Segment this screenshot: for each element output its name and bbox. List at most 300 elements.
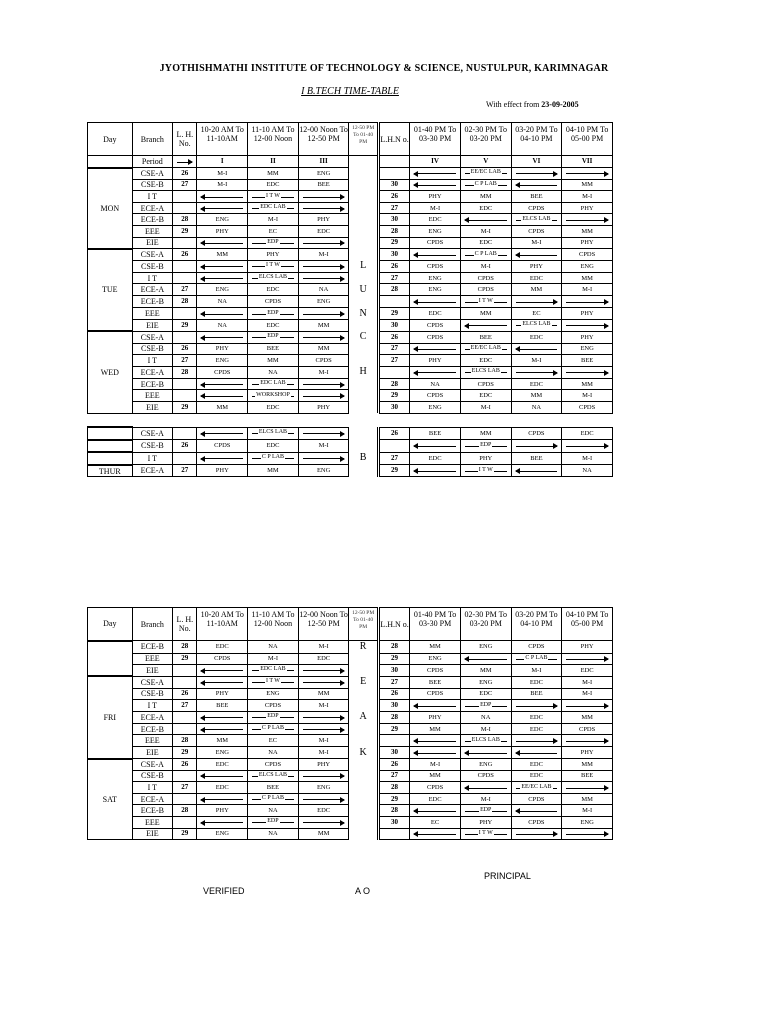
period-cell-p5: CPDS xyxy=(460,378,511,390)
period-cell-p2: BEE xyxy=(248,782,299,794)
right-arrow-icon xyxy=(562,320,612,330)
period-cell-p3 xyxy=(298,793,349,805)
period-lh-blank xyxy=(379,156,409,168)
period-cell-p6: M-I xyxy=(511,237,562,249)
period-cell-p1 xyxy=(197,817,248,829)
period-cell-p2: M-I xyxy=(248,653,299,665)
period-cell-p6 xyxy=(511,343,562,355)
lh-left-cell: 28 xyxy=(173,366,197,378)
period-cell-p2 xyxy=(248,770,299,782)
lh-right-cell: 29 xyxy=(379,308,409,320)
day-name: THUR xyxy=(88,465,133,477)
lab-label: I T W xyxy=(265,192,280,199)
left-arrow-icon xyxy=(512,344,562,354)
period-cell-p1 xyxy=(197,272,248,284)
period-cell-p1 xyxy=(197,378,248,390)
header-lh-right: L.H.N o. xyxy=(379,123,409,156)
period-cell-p5 xyxy=(460,249,511,261)
right-arrow-icon xyxy=(512,701,562,711)
period-cell-p5: MM xyxy=(460,308,511,320)
right-arrow-icon xyxy=(299,724,349,734)
period-cell-p3 xyxy=(298,202,349,214)
period-cell-p6: NA xyxy=(511,402,562,414)
branch-cell: I T xyxy=(132,700,173,712)
lh-right-cell: 29 xyxy=(379,237,409,249)
period-cell-p7 xyxy=(562,296,613,308)
period-cell-p6: M-I xyxy=(511,355,562,367)
period-cell-p7: MM xyxy=(562,793,613,805)
period-number-p6: VI xyxy=(511,156,562,168)
period-cell-p3: EDC xyxy=(298,226,349,238)
period-cell-p4: CPDS xyxy=(410,390,461,402)
left-arrow-icon xyxy=(410,367,460,377)
period-cell-p3 xyxy=(298,378,349,390)
period-cell-p4 xyxy=(410,465,461,477)
lab-label: C P LAB xyxy=(474,250,497,257)
timetable-mon-wed xyxy=(87,122,613,414)
period-cell-p7 xyxy=(562,214,613,226)
period-cell-p2: EDC xyxy=(248,402,299,414)
period-cell-p7: M-I xyxy=(562,191,613,203)
lunch-letter: L xyxy=(349,260,377,272)
lh-left-cell xyxy=(173,427,197,440)
branch-cell: CSE-A xyxy=(132,759,173,771)
period-cell-p4 xyxy=(410,747,461,759)
period-cell-p1 xyxy=(197,711,248,723)
period-cell-p2 xyxy=(248,817,299,829)
lh-left-cell: 27 xyxy=(173,700,197,712)
period-cell-p2: NA xyxy=(248,828,299,840)
period-cell-p7: NA xyxy=(562,465,613,477)
period-cell-p6 xyxy=(511,249,562,261)
left-arrow-icon xyxy=(512,466,562,476)
branch-cell: EIE xyxy=(132,665,173,677)
lab-label: C P LAB xyxy=(261,454,284,461)
lunch-column-cell xyxy=(349,817,377,829)
period-cell-p3: CPDS xyxy=(298,355,349,367)
day-name xyxy=(88,440,133,453)
period-cell-p4: CPDS xyxy=(410,260,461,272)
day-name: SAT xyxy=(88,759,133,840)
right-arrow-icon xyxy=(512,829,562,839)
left-arrow-icon xyxy=(512,250,562,260)
period-cell-p6: MM xyxy=(511,390,562,402)
period-cell-p2 xyxy=(248,308,299,320)
period-cell-p6 xyxy=(511,828,562,840)
period-cell-p3: BEE xyxy=(298,179,349,191)
left-arrow-icon xyxy=(197,332,247,342)
span-line-icon xyxy=(461,466,511,476)
period-cell-p5: ENG xyxy=(460,676,511,688)
period-cell-p2 xyxy=(248,237,299,249)
lh-left-cell: 26 xyxy=(173,688,197,700)
lab-label: EDC LAB xyxy=(260,380,286,387)
right-arrow-icon xyxy=(299,817,349,827)
period-cell-p6 xyxy=(511,296,562,308)
period-cell-p3 xyxy=(298,817,349,829)
period-cell-p5: M-I xyxy=(460,226,511,238)
period-cell-p2: CPDS xyxy=(248,759,299,771)
period-cell-p2: NA xyxy=(248,366,299,378)
period-cell-p4: M-I xyxy=(410,202,461,214)
left-arrow-icon xyxy=(197,379,247,389)
branch-cell: CSE-B xyxy=(132,179,173,191)
lh-left-cell: 27 xyxy=(173,179,197,191)
period-cell-p4: PHY xyxy=(410,191,461,203)
lh-left-cell: 26 xyxy=(173,759,197,771)
period-cell-p3 xyxy=(298,723,349,735)
period-cell-p3: PHY xyxy=(298,759,349,771)
left-arrow-icon xyxy=(512,180,562,190)
period-cell-p1: NA xyxy=(197,320,248,332)
period-cell-p7: CPDS xyxy=(562,723,613,735)
period-cell-p1: NA xyxy=(197,296,248,308)
period-cell-p4 xyxy=(410,296,461,308)
period-cell-p7 xyxy=(562,700,613,712)
period-cell-p5 xyxy=(460,735,511,747)
period-cell-p5 xyxy=(460,653,511,665)
lab-label: EE/EC LAB xyxy=(521,783,552,790)
period-cell-p7 xyxy=(562,782,613,794)
period-cell-p2: M-I xyxy=(248,214,299,226)
period-cell-p6 xyxy=(511,440,562,453)
left-arrow-icon xyxy=(410,344,460,354)
lh-right-cell: 30 xyxy=(379,249,409,261)
lh-right-cell xyxy=(379,296,409,308)
period-cell-p3: M-I xyxy=(298,700,349,712)
period-cell-p6: PHY xyxy=(511,260,562,272)
period-cell-p1: EDC xyxy=(197,641,248,654)
period-cell-p3 xyxy=(298,711,349,723)
right-arrow-icon xyxy=(299,712,349,722)
period-cell-p4: BEE xyxy=(410,427,461,440)
span-line-icon xyxy=(461,806,511,816)
period-cell-p3 xyxy=(298,452,349,465)
left-arrow-icon xyxy=(197,665,247,675)
header-lunch-time: 12-50 PM To 01-40 PM xyxy=(349,123,377,156)
period-cell-p4 xyxy=(410,700,461,712)
span-line-icon xyxy=(248,261,298,271)
lab-label: ELCS LAB xyxy=(258,771,288,778)
period-cell-p3 xyxy=(298,272,349,284)
lh-right-cell: 27 xyxy=(379,272,409,284)
period-cell-p1: M-I xyxy=(197,179,248,191)
lh-right-cell: 27 xyxy=(379,202,409,214)
left-arrow-icon xyxy=(410,466,460,476)
lh-right-cell: 27 xyxy=(379,770,409,782)
period-cell-p5: ENG xyxy=(460,759,511,771)
day-name: WED xyxy=(88,331,133,413)
period-cell-p1: ENG xyxy=(197,214,248,226)
period-cell-p2: NA xyxy=(248,805,299,817)
branch-cell: EEE xyxy=(132,817,173,829)
right-arrow-icon xyxy=(299,332,349,342)
lh-right-cell: 29 xyxy=(379,390,409,402)
period-cell-p6: EDC xyxy=(511,331,562,343)
lunch-column-cell xyxy=(349,828,377,840)
lab-label: WORKSHOP xyxy=(256,391,290,398)
lh-left-cell xyxy=(173,272,197,284)
period-cell-p1: ENG xyxy=(197,284,248,296)
period-cell-p1 xyxy=(197,237,248,249)
right-arrow-icon xyxy=(299,203,349,213)
lh-right-cell xyxy=(379,735,409,747)
right-arrow-icon xyxy=(299,428,349,438)
lh-right-cell: 28 xyxy=(379,782,409,794)
left-arrow-icon xyxy=(197,192,247,202)
span-line-icon xyxy=(461,250,511,260)
period-cell-p2: MM xyxy=(248,465,299,477)
lh-right-cell: 26 xyxy=(379,759,409,771)
period-cell-p7: ENG xyxy=(562,343,613,355)
left-arrow-icon xyxy=(410,180,460,190)
branch-cell: EIE xyxy=(132,320,173,332)
branch-cell: CSE-B xyxy=(132,343,173,355)
period-cell-p1 xyxy=(197,308,248,320)
period-cell-p7: EDC xyxy=(562,427,613,440)
period-cell-p4: CPDS xyxy=(410,331,461,343)
span-line-icon xyxy=(512,320,562,330)
period-cell-p5 xyxy=(460,747,511,759)
span-line-icon xyxy=(512,215,562,225)
span-line-icon xyxy=(248,332,298,342)
lh-right-cell: 26 xyxy=(379,260,409,272)
left-arrow-icon xyxy=(197,771,247,781)
period-cell-p7: M-I xyxy=(562,805,613,817)
period-cell-p7: PHY xyxy=(562,308,613,320)
lh-right-cell: 29 xyxy=(379,793,409,805)
lh-right-cell: 29 xyxy=(379,723,409,735)
branch-cell: EEE xyxy=(132,226,173,238)
period-cell-p3: MM xyxy=(298,828,349,840)
lunch-column-cell xyxy=(349,735,377,747)
span-line-icon xyxy=(248,203,298,213)
period-cell-p5: EDC xyxy=(460,688,511,700)
lh-left-cell: 27 xyxy=(173,284,197,296)
lh-left-cell: 26 xyxy=(173,168,197,180)
period-cell-p7: CPDS xyxy=(562,249,613,261)
period-cell-p5 xyxy=(460,214,511,226)
period-cell-p3: M-I xyxy=(298,641,349,654)
period-cell-p5: M-I xyxy=(460,260,511,272)
period-cell-p5: NA xyxy=(460,711,511,723)
period-number-p2: II xyxy=(248,156,299,168)
lh-left-cell: 27 xyxy=(173,782,197,794)
lunch-letter: H xyxy=(349,366,377,378)
period-cell-p1 xyxy=(197,260,248,272)
period-cell-p4 xyxy=(410,249,461,261)
period-cell-p6: EDC xyxy=(511,378,562,390)
day-name xyxy=(88,452,133,465)
left-arrow-icon xyxy=(197,817,247,827)
branch-cell: EIE xyxy=(132,402,173,414)
lh-left-cell: 27 xyxy=(173,465,197,477)
period-cell-p6: CPDS xyxy=(511,641,562,654)
period-cell-p2: EC xyxy=(248,735,299,747)
period-cell-p1 xyxy=(197,390,248,402)
lh-left-cell: 29 xyxy=(173,653,197,665)
period-cell-p5 xyxy=(460,296,511,308)
period-cell-p2: PHY xyxy=(248,249,299,261)
period-cell-p5: EDC xyxy=(460,237,511,249)
left-arrow-icon xyxy=(410,736,460,746)
timetable-title: I B.TECH TIME-TABLE xyxy=(301,86,399,97)
period-row-blank xyxy=(88,156,133,168)
period-cell-p5: EDC xyxy=(460,202,511,214)
period-cell-p2 xyxy=(248,427,299,440)
branch-cell: EIE xyxy=(132,747,173,759)
period-cell-p5 xyxy=(460,700,511,712)
period-cell-p2: MM xyxy=(248,168,299,180)
left-arrow-icon xyxy=(197,712,247,722)
lunch-column-cell xyxy=(349,168,377,180)
left-arrow-icon xyxy=(197,428,247,438)
header-period-3: 12-00 Noon To 12-50 PM xyxy=(298,123,349,156)
header-branch: Branch xyxy=(132,123,173,156)
period-cell-p5 xyxy=(460,465,511,477)
period-cell-p2: BEE xyxy=(248,343,299,355)
period-cell-p7: PHY xyxy=(562,237,613,249)
right-arrow-icon xyxy=(562,701,612,711)
left-arrow-icon xyxy=(461,320,511,330)
right-arrow-icon xyxy=(562,168,612,178)
lab-label: I T W xyxy=(265,678,280,685)
period-cell-p2: EDC xyxy=(248,179,299,191)
period-cell-p2 xyxy=(248,793,299,805)
lh-right-cell: 27 xyxy=(379,355,409,367)
left-arrow-icon xyxy=(197,453,247,463)
day-name xyxy=(88,427,133,440)
period-cell-p1: PHY xyxy=(197,688,248,700)
header-period-3: 12-00 Noon To 12-50 PM xyxy=(298,608,349,641)
period-cell-p3: EDC xyxy=(298,805,349,817)
period-cell-p7: M-I xyxy=(562,452,613,465)
period-cell-p3 xyxy=(298,427,349,440)
period-cell-p7 xyxy=(562,735,613,747)
period-cell-p3: ENG xyxy=(298,465,349,477)
timetable-thursday xyxy=(87,426,613,477)
period-cell-p5: EDC xyxy=(460,355,511,367)
branch-cell: CSE-B xyxy=(132,260,173,272)
span-line-icon xyxy=(461,736,511,746)
lh-right-cell: 27 xyxy=(379,676,409,688)
period-cell-p7: ENG xyxy=(562,260,613,272)
lab-label: C P LAB xyxy=(261,725,284,732)
lh-right-cell xyxy=(379,440,409,453)
period-cell-p1: PHY xyxy=(197,465,248,477)
left-arrow-icon xyxy=(197,309,247,319)
period-cell-p4 xyxy=(410,179,461,191)
left-arrow-icon xyxy=(410,829,460,839)
header-period-2: 11-10 AM To 12-00 Noon xyxy=(248,123,299,156)
lab-label: C P LAB xyxy=(474,180,497,187)
period-cell-p1: ENG xyxy=(197,355,248,367)
period-cell-p3 xyxy=(298,331,349,343)
period-cell-p2 xyxy=(248,272,299,284)
period-cell-p7 xyxy=(562,320,613,332)
period-cell-p1 xyxy=(197,452,248,465)
span-line-icon xyxy=(248,192,298,202)
period-cell-p4: CPDS xyxy=(410,320,461,332)
lunch-column-cell xyxy=(349,378,377,390)
period-cell-p4: ENG xyxy=(410,272,461,284)
period-cell-p1 xyxy=(197,202,248,214)
left-arrow-icon xyxy=(410,297,460,307)
lunch-column-cell xyxy=(349,805,377,817)
lh-left-cell xyxy=(173,723,197,735)
period-cell-p2: EDC xyxy=(248,320,299,332)
period-cell-p2: EDC xyxy=(248,284,299,296)
lh-left-cell xyxy=(173,770,197,782)
header-period-6: 03-20 PM To 04-10 PM xyxy=(511,123,562,156)
lunch-letter: A xyxy=(349,711,377,723)
header-period-6: 03-20 PM To 04-10 PM xyxy=(511,608,562,641)
branch-cell: CSE-A xyxy=(132,676,173,688)
lab-label: EDC LAB xyxy=(260,666,286,673)
period-cell-p7: PHY xyxy=(562,202,613,214)
branch-cell: CSE-B xyxy=(132,440,173,453)
lh-left-cell: 29 xyxy=(173,747,197,759)
period-cell-p2 xyxy=(248,711,299,723)
right-arrow-icon xyxy=(512,441,562,451)
lab-label: I T W xyxy=(478,297,493,304)
lh-left-cell: 29 xyxy=(173,226,197,238)
effect-from xyxy=(486,100,579,109)
period-cell-p3: M-I xyxy=(298,249,349,261)
lh-left-cell: 29 xyxy=(173,320,197,332)
period-cell-p3: M-I xyxy=(298,747,349,759)
period-cell-p3: ENG xyxy=(298,296,349,308)
period-cell-p2 xyxy=(248,390,299,402)
lunch-column-cell xyxy=(349,272,377,284)
period-cell-p4: MM xyxy=(410,723,461,735)
period-cell-p7 xyxy=(562,440,613,453)
lab-label: EE/EC LAB xyxy=(470,169,501,176)
ao-label: A O xyxy=(355,886,371,896)
lh-right-cell: 28 xyxy=(379,805,409,817)
right-arrow-icon xyxy=(562,654,612,664)
lh-right-cell: 29 xyxy=(379,465,409,477)
period-cell-p2: EC xyxy=(248,226,299,238)
period-cell-p2 xyxy=(248,452,299,465)
span-line-icon xyxy=(248,771,298,781)
period-cell-p2 xyxy=(248,723,299,735)
period-cell-p6: CPDS xyxy=(511,226,562,238)
span-line-icon xyxy=(512,654,562,664)
period-cell-p7: MM xyxy=(562,272,613,284)
period-cell-p3: M-I xyxy=(298,366,349,378)
lab-label: EDP xyxy=(480,701,492,708)
lh-left-cell: 29 xyxy=(173,828,197,840)
lunch-letter: C xyxy=(349,331,377,343)
span-line-icon xyxy=(461,367,511,377)
lh-right-cell: 28 xyxy=(379,284,409,296)
period-cell-p7: BEE xyxy=(562,770,613,782)
left-arrow-icon xyxy=(461,215,511,225)
lh-left-cell xyxy=(173,331,197,343)
lunch-column-cell xyxy=(349,427,377,440)
period-cell-p4: CPDS xyxy=(410,665,461,677)
period-cell-p7: EDC xyxy=(562,665,613,677)
header-day: Day xyxy=(88,608,133,641)
period-cell-p7: PHY xyxy=(562,641,613,654)
period-cell-p4: ENG xyxy=(410,284,461,296)
period-cell-p6 xyxy=(511,168,562,180)
lh-left-cell: 28 xyxy=(173,214,197,226)
lh-right-cell xyxy=(379,366,409,378)
branch-cell: I T xyxy=(132,782,173,794)
period-cell-p7 xyxy=(562,828,613,840)
